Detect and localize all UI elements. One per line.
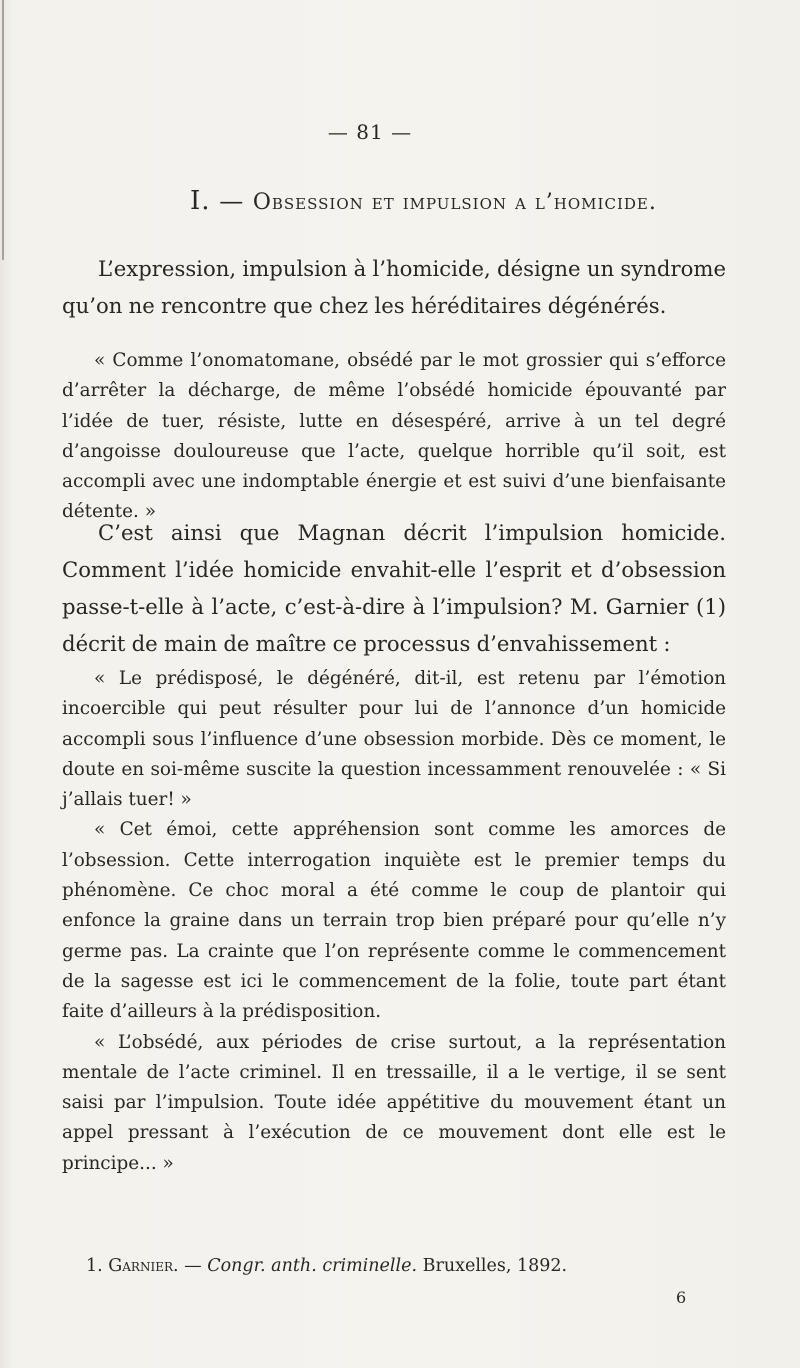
section-heading <box>190 186 657 216</box>
paragraph-intro <box>62 250 726 324</box>
footnote-author: Garnier. <box>108 1256 179 1276</box>
paragraph: L’expression, impulsion à l’homicide, désigne un syndrome qu’on ne rencontre que chez les héréditaires dégénérés. <box>62 256 726 318</box>
footnote-marker: 1. <box>86 1256 103 1276</box>
page-number: — 81 — <box>327 120 413 144</box>
quote-paragraph: « Cet émoi, cette appréhension sont comme les amorces de l’obsession. Cette interrogation inquiète est le premier temps du phénomène. Ce choc moral a été comme le coup de plantoir qui enfonce la graine dans un terrain trop bien préparé pour qu’elle n’y germe pas. La crainte que l’on représente comme le commencement de la sagesse est ici le commencement de la folie, toute part étant faite d’ailleurs à la prédisposition. <box>62 819 726 1023</box>
quote-paragraph: « Le prédisposé, le dégénéré, dit-il, est retenu par l’émotion incoercible qui peut résulter pour lui de l’annonce d’un homicide accompli sous l’influence d’une obsession morbide. Dès ce moment, le doute en soi-même suscite la question incessamment renouvelée : « Si j’allais tuer! » <box>62 668 726 811</box>
paragraph: C’est ainsi que Magnan décrit l’impulsion homicide. Comment l’idée homicide envahit-elle l’esprit et d’obsession passe-t-elle à l’acte, c’est-à-dire à l’impulsion? M. Garnier (1) décrit de main de maître ce processus d’envahissement : <box>62 520 726 656</box>
quote-garnier <box>62 664 726 1179</box>
paragraph-magnan <box>62 514 726 662</box>
quote-paragraph: « L’obsédé, aux périodes de crise surtout, a la représentation mentale de l’acte criminel. Il en tressaille, il a le vertige, il se sent saisi par l’impulsion. Toute idée appétitive du mouvement étant un appel pressant à l’exécution de ce mouvement dont elle est le principe... » <box>62 1031 726 1174</box>
section-title: Obsession et impulsion a l’homicide. <box>252 190 657 215</box>
quote-paragraph: « Comme l’onomatomane, obsédé par le mot grossier qui s’efforce d’arrêter la décharge, de même l’obsédé homicide épouvanté par l’idée de tuer, résiste, lutte en désespéré, arrive à un tel degré d’angoisse douloureuse que l’acte, quelque horrible qu’il soit, est accompli avec une indomptable énergie et est suivi d’une bienfaisante détente. » <box>62 350 726 523</box>
footnote-place-year: Bruxelles, 1892. <box>422 1256 568 1276</box>
section-dash: — <box>219 187 245 215</box>
section-number: I. <box>190 186 211 216</box>
footnote-source: Congr. anth. criminelle. <box>207 1256 418 1276</box>
footnote-dash: — <box>184 1256 202 1276</box>
footnote <box>86 1256 567 1276</box>
quote-magnan <box>62 346 726 528</box>
signature-mark: 6 <box>676 1288 687 1307</box>
